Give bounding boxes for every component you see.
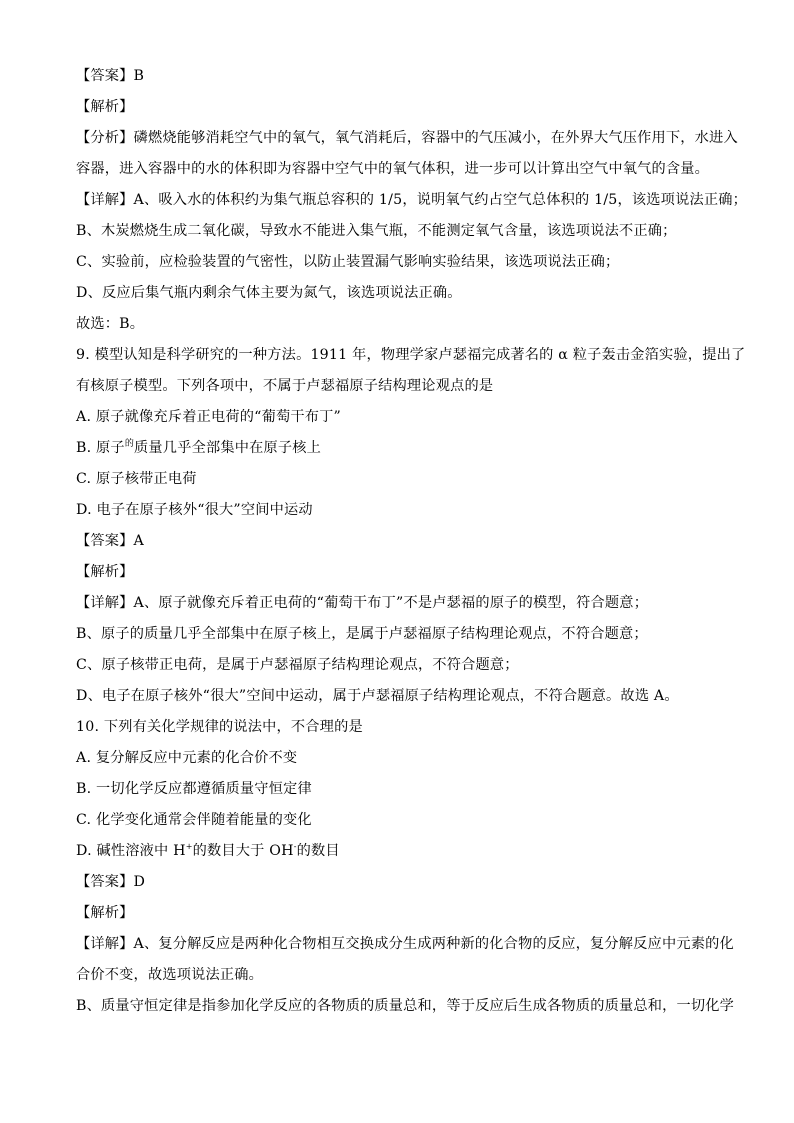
question-9-option-a: A. 原子就像充斥着正电荷的“葡萄干布丁”: [76, 409, 341, 425]
answer-line: 【答案】B: [76, 68, 145, 84]
question-9-stem: 9. 模型认知是科学研究的一种方法。1911 年，物理学家卢瑟福完成著名的 α 粒子轰击金箔实验，提出了: [76, 347, 746, 363]
option-d-text-1: D. 碱性溶液中 H: [76, 843, 186, 859]
detail-paragraph-line: 【详解】A、复分解反应是两种化合物相互交换成分生成两种新的化合物的反应，复分解反应中元素的化: [76, 936, 734, 952]
detail-paragraph-line: C、实验前，应检验装置的气密性，以防止装置漏气影响实验结果，该选项说法正确；: [76, 254, 620, 270]
option-d-text-2: 的数目大于 OH: [192, 843, 294, 859]
detail-paragraph-line: C、原子核带正电荷，是属于卢瑟福原子结构理论观点，不符合题意；: [76, 657, 519, 673]
question-9-option-b: [76, 438, 321, 460]
analysis-heading: 【解析】: [76, 99, 134, 115]
question-9-option-d: D. 电子在原子核外“很大”空间中运动: [76, 502, 313, 518]
answer-line: 【答案】D: [76, 874, 146, 890]
detail-paragraph-line: 【详解】A、原子就像充斥着正电荷的“葡萄干布丁”不是卢瑟福的原子的模型，符合题意；: [76, 595, 649, 611]
hydroxide-ion-charge: -: [293, 842, 297, 851]
detail-paragraph-line: D、电子在原子核外“很大”空间中运动，属于卢瑟福原子结构理论观点，不符合题意。故选 A。: [76, 688, 679, 704]
detail-paragraph-line: B、质量守恒定律是指参加化学反应的各物质的质量总和，等于反应后生成各物质的质量总和，一切化学: [76, 998, 735, 1014]
detail-paragraph-line: D、反应后集气瓶内剩余气体主要为氮气，该选项说法正确。: [76, 285, 462, 301]
question-10-option-a: A. 复分解反应中元素的化合价不变: [76, 750, 298, 766]
analysis-paragraph-line: 容器，进入容器中的水的体积即为容器中空气中的氧气体积，进一步可以计算出空气中氧气的含量。: [76, 161, 710, 177]
question-9-option-c: C. 原子核带正电荷: [76, 471, 197, 487]
option-b-text-start: B. 原子: [76, 440, 125, 456]
question-9-stem: 有核原子模型。下列各项中，不属于卢瑟福原子结构理论观点的是: [76, 378, 494, 394]
question-10-option-b: B. 一切化学反应都遵循质量守恒定律: [76, 781, 312, 797]
option-d-text-3: 的数目: [296, 843, 340, 859]
analysis-paragraph-line: 【分析】磷燃烧能够消耗空气中的氧气，氧气消耗后，容器中的气压减小，在外界大气压作用下，水进入: [76, 130, 738, 146]
conclusion-line: 故选：B。: [76, 316, 145, 332]
question-10-stem: 10. 下列有关化学规律的说法中，不合理的是: [76, 719, 363, 735]
detail-paragraph-line: 合价不变，故选项说法正确。: [76, 967, 264, 983]
detail-paragraph-line: B、木炭燃烧生成二氧化碳，导致水不能进入集气瓶，不能测定氧气含量，该选项说法不正确；: [76, 223, 677, 239]
hydrogen-ion-charge: +: [185, 842, 193, 851]
answer-line: 【答案】A: [76, 533, 144, 549]
analysis-heading: 【解析】: [76, 905, 134, 921]
option-b-text-end: 质量几乎全部集中在原子核上: [134, 440, 322, 456]
question-10-option-c: C. 化学变化通常会伴随着能量的变化: [76, 812, 312, 828]
analysis-heading: 【解析】: [76, 564, 134, 580]
question-10-option-d: [76, 841, 340, 861]
detail-paragraph-line: B、原子的质量几乎全部集中在原子核上，是属于卢瑟福原子结构理论观点，不符合题意；: [76, 626, 648, 642]
option-b-raised-char: 的: [124, 439, 135, 449]
detail-paragraph-line: 【详解】A、吸入水的体积约为集气瓶总容积的 1/5，说明氧气约占空气总体积的 1/5，该选项说法正确；: [76, 192, 748, 208]
